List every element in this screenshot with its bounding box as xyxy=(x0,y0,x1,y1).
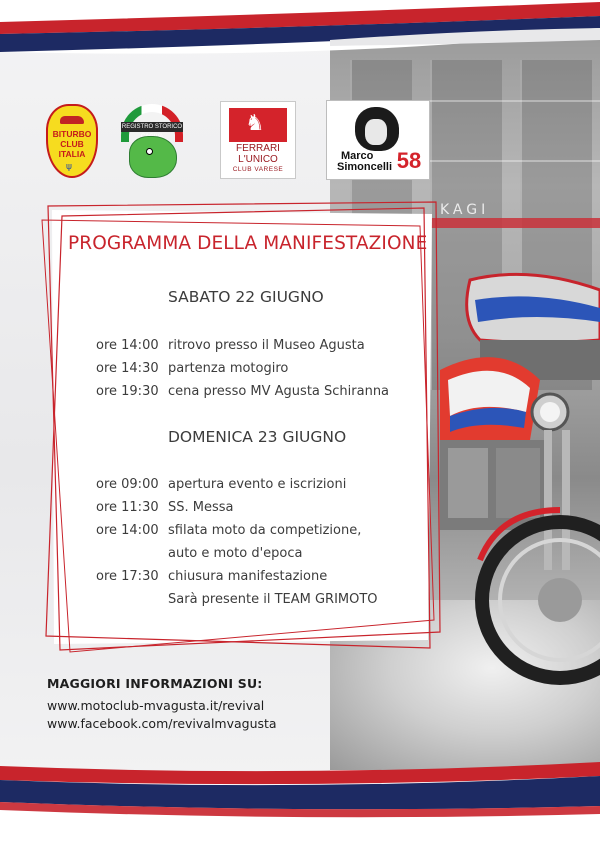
simoncelli-number: 58 xyxy=(396,148,422,173)
simoncelli-last: Simoncelli xyxy=(337,161,393,173)
schedule-text: apertura evento e iscrizioni xyxy=(168,477,347,492)
program-title: PROGRAMMA DELLA MANIFESTAZIONE xyxy=(68,233,428,254)
bottom-decoration xyxy=(0,740,600,848)
schedule-time: ore 09:00 xyxy=(96,477,159,492)
wall-logo-text: KAGI xyxy=(440,202,490,218)
schedule-time: ore 17:30 xyxy=(96,569,159,584)
schedule-text: cena presso MV Agusta Schiranna xyxy=(168,384,390,399)
cagiva-band: REGISTRO STORICO xyxy=(121,124,183,130)
schedule-text: sfilata moto da competizione, xyxy=(168,523,362,538)
schedule-text-continued: auto e moto d'epoca xyxy=(168,546,303,561)
biturbo-line1: BITURBO xyxy=(52,129,92,139)
schedule-time: ore 19:30 xyxy=(96,384,159,399)
schedule-time: ore 14:00 xyxy=(96,523,159,538)
schedule-time: ore 14:00 xyxy=(96,338,159,353)
day-saturday: SABATO 22 GIUGNO xyxy=(168,288,324,306)
day-sunday: DOMENICA 23 GIUGNO xyxy=(168,428,347,446)
prancing-horse-icon: ♞ xyxy=(245,111,265,136)
schedule-text: ritrovo presso il Museo Agusta xyxy=(168,338,365,353)
schedule-text-continued: Sarà presente il TEAM GRIMOTO xyxy=(168,592,378,607)
facebook-link[interactable]: www.facebook.com/revivalmvagusta xyxy=(47,716,277,731)
ferrari-line1: FERRARI xyxy=(236,143,280,154)
biturbo-line3: ITALIA xyxy=(58,149,86,159)
schedule-text: chiusura manifestazione xyxy=(168,569,328,584)
trident-icon: ψ xyxy=(66,162,72,172)
ferrari-line3: CLUB VARESE xyxy=(232,166,284,173)
biturbo-line2: CLUB xyxy=(60,139,84,149)
ferrari-line2: L'UNICO xyxy=(238,154,278,165)
schedule-text: SS. Messa xyxy=(168,500,234,515)
website-link[interactable]: www.motoclub-mvagusta.it/revival xyxy=(47,698,265,713)
simoncelli-first: Marco xyxy=(341,150,374,162)
schedule-time: ore 14:30 xyxy=(96,361,159,376)
schedule-text: partenza motogiro xyxy=(168,361,289,376)
info-heading: MAGGIORI INFORMAZIONI SU: xyxy=(47,676,263,691)
schedule-time: ore 11:30 xyxy=(96,500,159,515)
